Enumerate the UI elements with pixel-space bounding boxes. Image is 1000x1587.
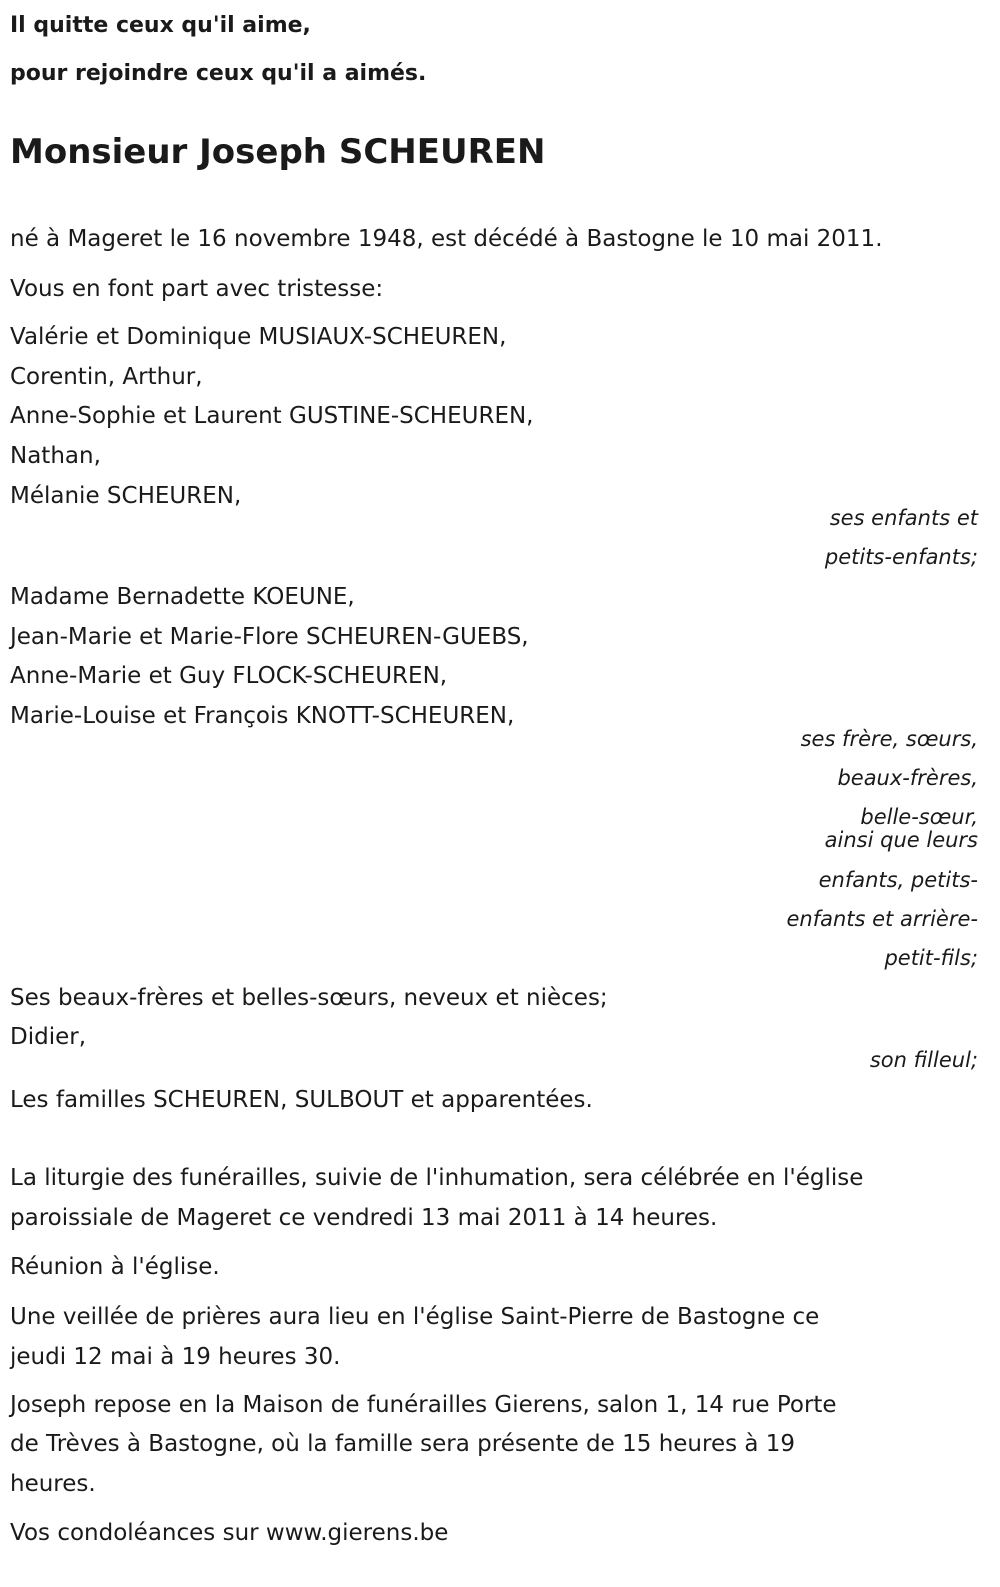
list-item: Marie-Louise et François KNOTT-SCHEUREN, bbox=[10, 703, 515, 729]
list-item: Jean-Marie et Marie-Flore SCHEUREN-GUEBS, bbox=[10, 624, 529, 650]
list-item: Corentin, Arthur, bbox=[10, 364, 203, 390]
list-item: Nathan, bbox=[10, 443, 101, 469]
vigil-line: Une veillée de prières aura lieu en l'église Saint-Pierre de Bastogne ce bbox=[10, 1304, 820, 1330]
list-item: Anne-Marie et Guy FLOCK-SCHEUREN, bbox=[10, 663, 448, 689]
epigraph-line: pour rejoindre ceux qu'il a aimés. bbox=[10, 61, 427, 86]
godson: Didier, bbox=[10, 1024, 87, 1050]
siblings-role: ses frère, sœurs, bbox=[800, 727, 978, 751]
siblings-role: petit-fils; bbox=[884, 946, 978, 970]
liturgy-line: La liturgie des funérailles, suivie de l'inhumation, sera célébrée en l'église bbox=[10, 1165, 864, 1191]
siblings-role: belle-sœur, bbox=[860, 805, 978, 829]
rest-line: Joseph repose en la Maison de funérailles Gierens, salon 1, 14 rue Porte bbox=[10, 1392, 837, 1418]
in-laws: Ses beaux-frères et belles-sœurs, neveux et nièces; bbox=[10, 985, 608, 1011]
list-item: Madame Bernadette KOEUNE, bbox=[10, 584, 355, 610]
condolences: Vos condoléances sur www.gierens.be bbox=[10, 1520, 449, 1546]
deceased-name: Monsieur Joseph SCHEUREN bbox=[10, 132, 546, 172]
liturgy-line: paroissiale de Mageret ce vendredi 13 mai 2011 à 14 heures. bbox=[10, 1205, 718, 1231]
vigil-line: jeudi 12 mai à 19 heures 30. bbox=[10, 1344, 341, 1370]
intro: Vous en font part avec tristesse: bbox=[10, 276, 384, 302]
siblings-role: ainsi que leurs bbox=[824, 828, 978, 852]
rest-line: de Trèves à Bastogne, où la famille sera présente de 15 heures à 19 bbox=[10, 1431, 796, 1457]
families: Les familles SCHEUREN, SULBOUT et apparentées. bbox=[10, 1087, 593, 1113]
siblings-role: beaux-frères, bbox=[837, 766, 978, 790]
birth-death: né à Mageret le 16 novembre 1948, est décédé à Bastogne le 10 mai 2011. bbox=[10, 226, 883, 252]
meeting: Réunion à l'église. bbox=[10, 1254, 220, 1280]
siblings-role: enfants, petits- bbox=[818, 868, 978, 892]
siblings-role: enfants et arrière- bbox=[786, 907, 978, 931]
list-item: Anne-Sophie et Laurent GUSTINE-SCHEUREN, bbox=[10, 403, 534, 429]
children-role: petits-enfants; bbox=[824, 545, 978, 569]
epigraph-line: Il quitte ceux qu'il aime, bbox=[10, 13, 311, 38]
list-item: Valérie et Dominique MUSIAUX-SCHEUREN, bbox=[10, 324, 507, 350]
children-role: ses enfants et bbox=[829, 506, 978, 530]
godson-role: son filleul; bbox=[869, 1048, 978, 1072]
rest-line: heures. bbox=[10, 1471, 96, 1497]
list-item: Mélanie SCHEUREN, bbox=[10, 483, 242, 509]
